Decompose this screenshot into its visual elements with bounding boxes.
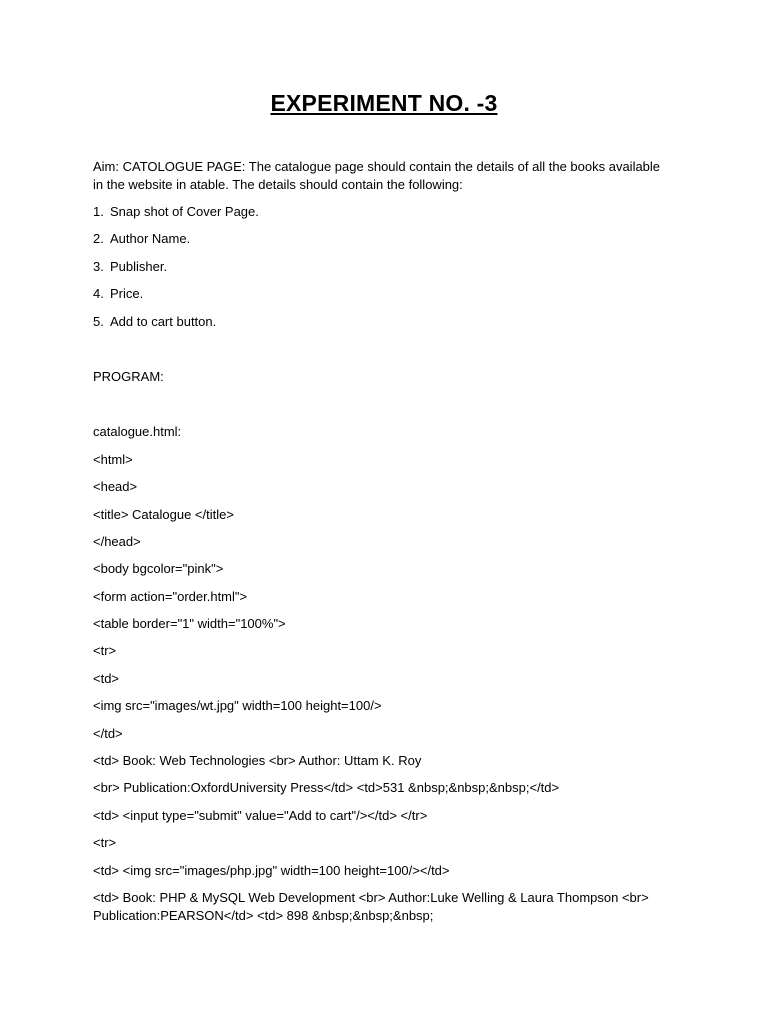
- list-text: Add to cart button.: [110, 313, 217, 329]
- code-line: <head>: [93, 479, 138, 495]
- code-line: <img src="images/wt.jpg" width=100 height=100/>: [93, 698, 382, 714]
- code-line: <table border="1" width="100%">: [93, 616, 286, 632]
- code-line: <td> <input type="submit" value="Add to cart"/></td> </tr>: [93, 807, 428, 823]
- list-item: [93, 230, 673, 248]
- list-number: 2.: [93, 231, 104, 247]
- code-line: <td> <img src="images/php.jpg" width=100 height=100/></td>: [93, 862, 450, 878]
- list-item: [93, 313, 673, 331]
- list-number: 1.: [93, 204, 104, 219]
- list-item: [93, 285, 673, 303]
- code-line: <td> Book: PHP & MySQL Web Development <br> Author:Luke Welling & Laura Thompson <br> Publication:PEARSON</td> <td> 898 &nbsp;&nbsp;&nbsp;: [93, 889, 653, 923]
- list-number: 3.: [93, 258, 104, 274]
- list-text: Author Name.: [110, 231, 191, 247]
- code-line: <td> Book: Web Technologies <br> Author: Uttam K. Roy: [93, 753, 422, 769]
- code-line: <form action="order.html">: [93, 588, 248, 604]
- list-text: Snap shot of Cover Page.: [110, 204, 259, 219]
- code-line: catalogue.html:: [93, 424, 182, 440]
- code-line: </td>: [93, 725, 123, 741]
- list-number: 5.: [93, 313, 104, 329]
- code-listing: [93, 423, 673, 925]
- list-item: [93, 203, 673, 221]
- code-line: <td>: [93, 670, 120, 686]
- requirements-list: [93, 203, 673, 331]
- aim-paragraph: Aim: CATOLOGUE PAGE: The catalogue page should contain the details of all the books available in the website in atable. The details should contain the following:: [93, 159, 661, 192]
- code-line: <body bgcolor="pink">: [93, 561, 224, 577]
- page-title: EXPERIMENT NO. -3: [270, 90, 498, 116]
- list-item: [93, 258, 673, 276]
- document-body: [93, 158, 673, 934]
- list-number: 4.: [93, 286, 104, 302]
- code-line: <tr>: [93, 643, 117, 659]
- list-text: Publisher.: [110, 258, 168, 274]
- code-line: <tr>: [93, 835, 117, 851]
- code-line: <html>: [93, 451, 133, 467]
- code-line: </head>: [93, 533, 141, 549]
- code-line: <title> Catalogue </title>: [93, 506, 234, 522]
- program-label: PROGRAM:: [93, 368, 164, 384]
- list-text: Price.: [110, 286, 144, 302]
- code-line: <br> Publication:OxfordUniversity Press</td> <td>531 &nbsp;&nbsp;&nbsp;</td>: [93, 780, 560, 796]
